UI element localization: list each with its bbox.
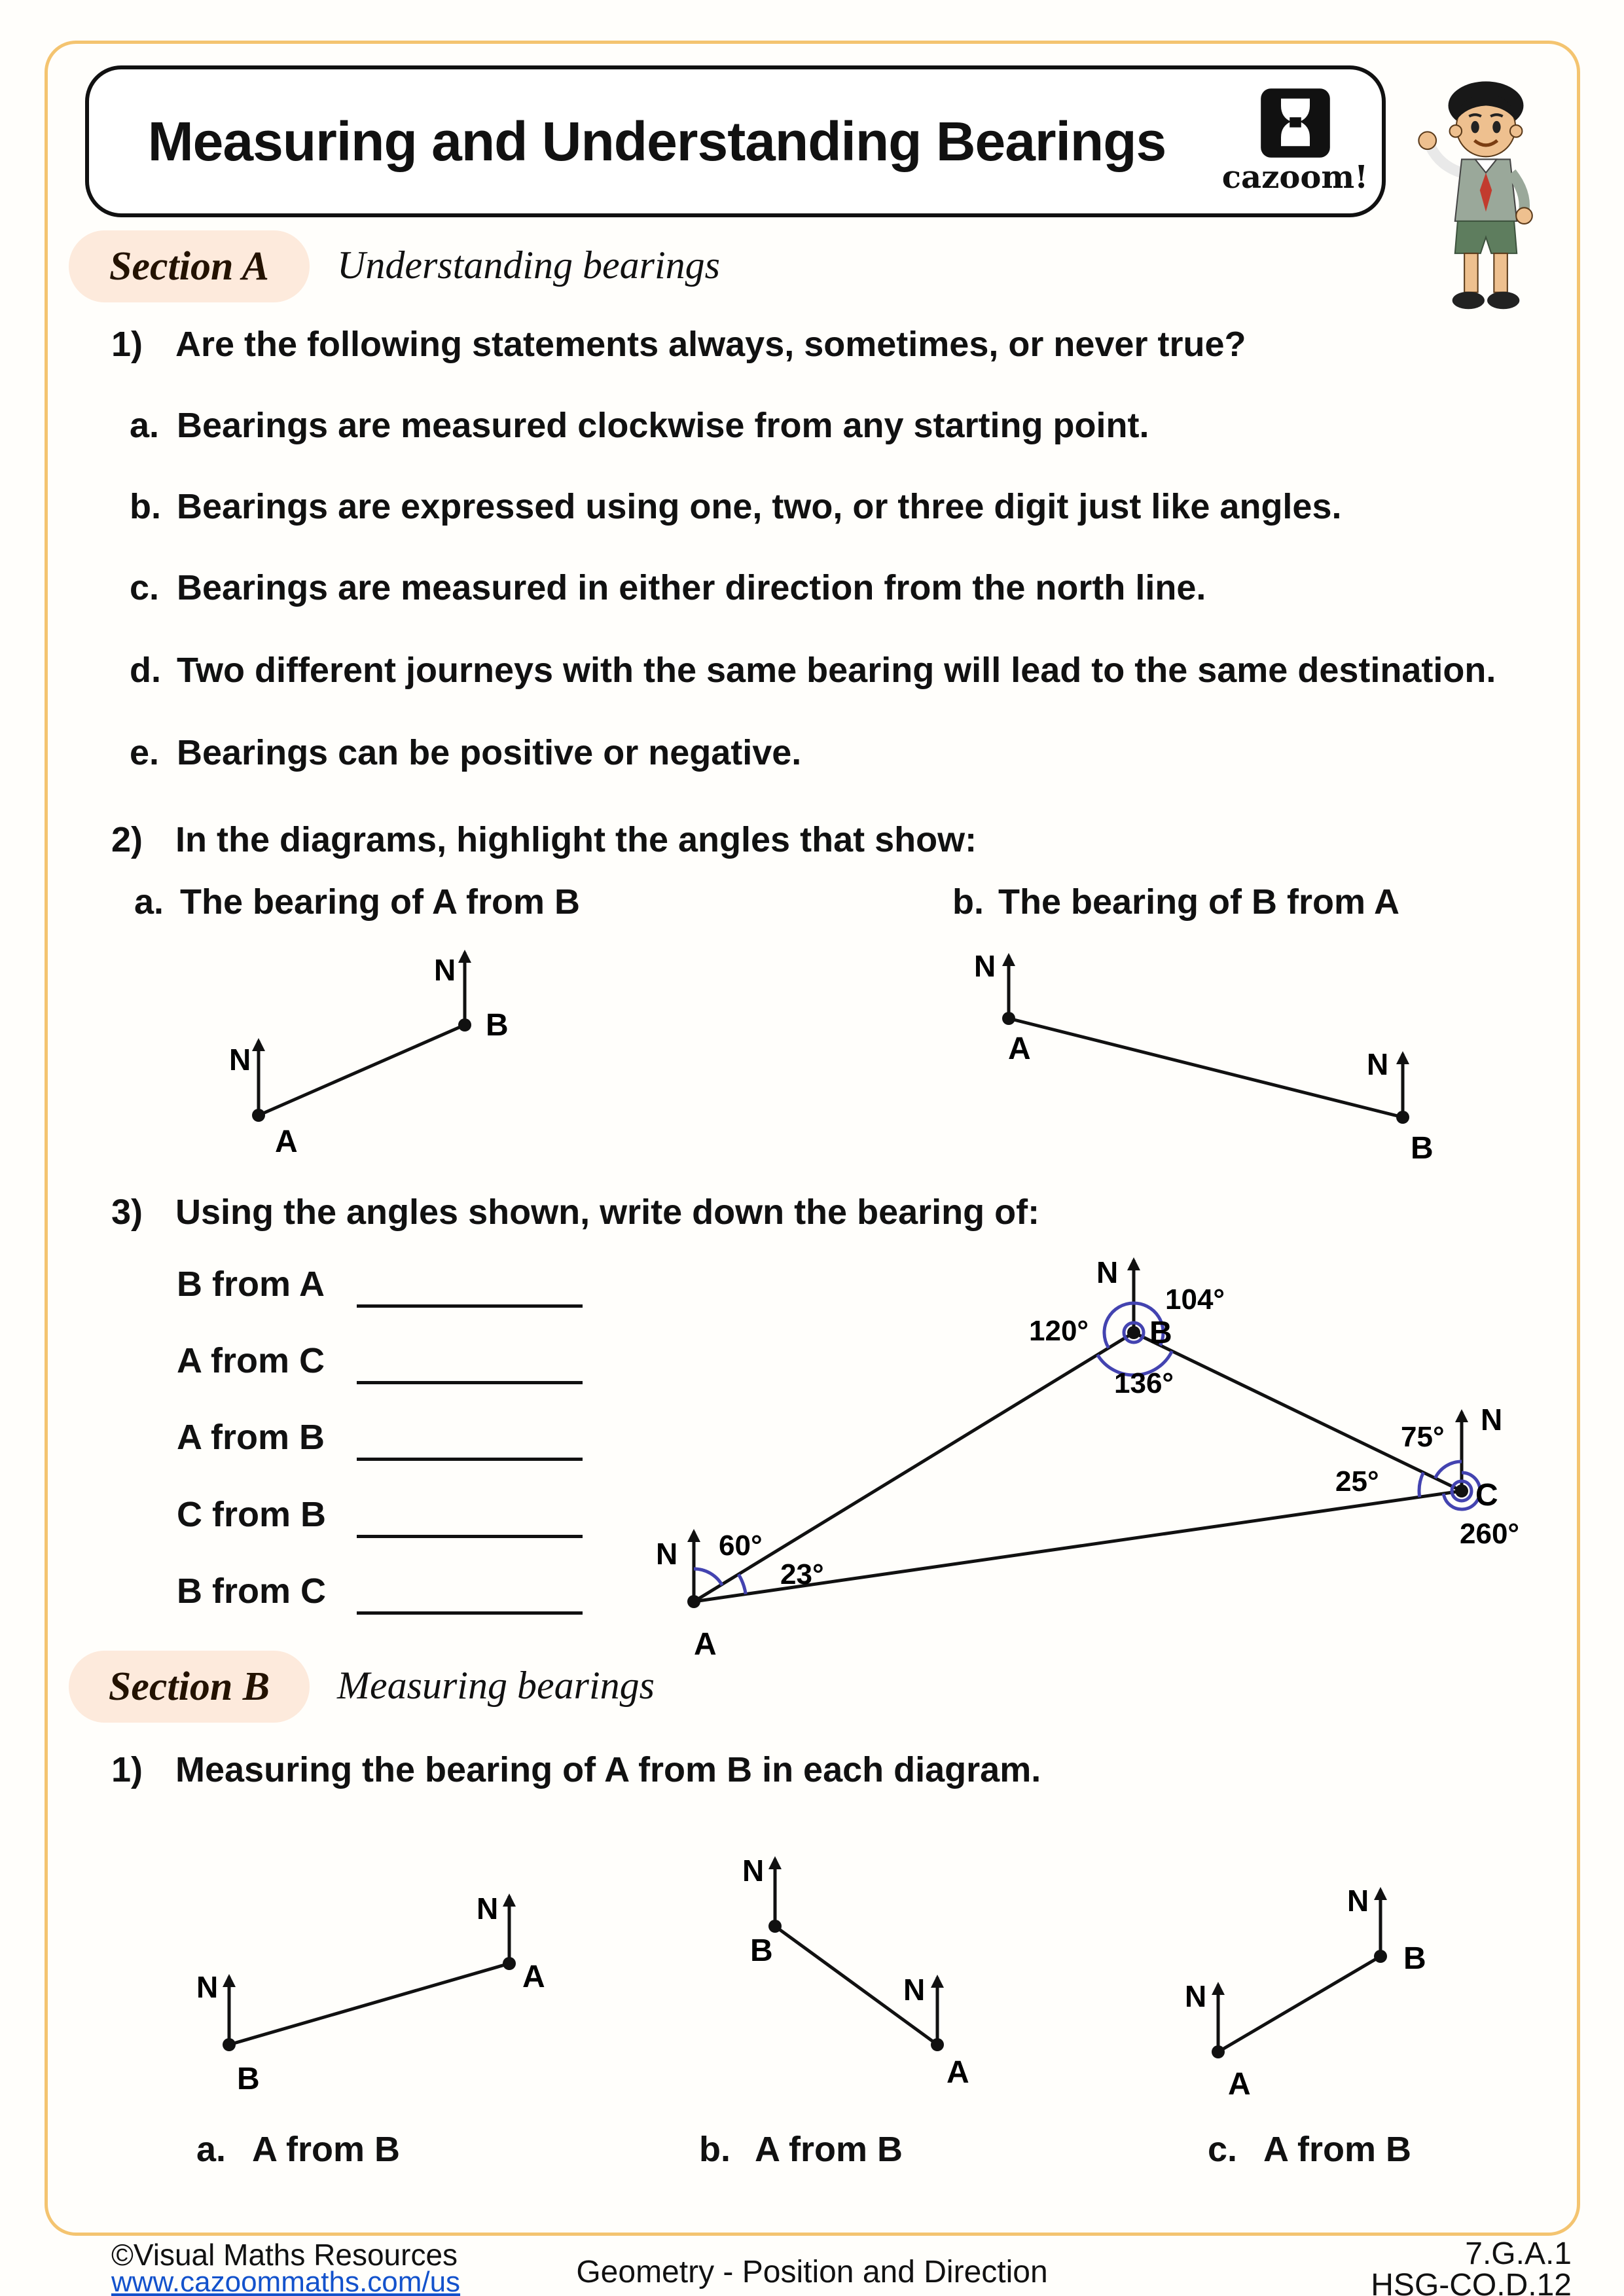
footer-topic: Geometry - Position and Direction: [576, 2255, 1048, 2289]
q1-item-b-text: Bearings are expressed using one, two, or three digit just like angles.: [177, 487, 1342, 526]
section-a-band: [69, 230, 310, 302]
angle-label-a-60: 60°: [719, 1530, 763, 1562]
q2a-letter: a.: [134, 882, 164, 922]
sb-q1-text: Measuring the bearing of A from B in each diagram.: [175, 1750, 1041, 1789]
segment-b-a: [229, 1964, 509, 2045]
segment-a-b: [259, 1025, 465, 1115]
q1-item-e-letter: e.: [130, 733, 160, 772]
q1-item-b-letter: b.: [130, 487, 161, 526]
q3-blank-label-4: C from B: [177, 1495, 326, 1534]
section-b-label: Section B: [108, 1664, 270, 1709]
angle-label-b-120: 120°: [1029, 1315, 1089, 1347]
q3-blank-label-2: A from C: [177, 1341, 325, 1380]
segment-a-b: [1218, 1956, 1380, 2052]
north-label-c: N: [1481, 1403, 1503, 1437]
q1-item-c-text: Bearings are measured in either direction from the north line.: [177, 568, 1206, 607]
point-a-label: A: [522, 1960, 545, 1994]
footer-website-link[interactable]: www.cazoommaths.com/us: [111, 2266, 461, 2296]
segment-b-c: [1134, 1333, 1462, 1491]
point-b: [1374, 1950, 1387, 1963]
q1-item-a-letter: a.: [130, 406, 160, 445]
q3-answer-line-4: [357, 1535, 583, 1538]
point-a: [687, 1595, 700, 1608]
q2b-bearing-diagram: [943, 936, 1440, 1198]
point-b: [768, 1920, 782, 1933]
north-label-a: N: [656, 1537, 678, 1571]
q1-number: 1): [111, 325, 143, 364]
q2a-bearing-diagram: [183, 936, 550, 1172]
point-b: [1127, 1326, 1140, 1339]
angle-arc-a-60: [694, 1569, 722, 1585]
angle-label-c-75: 75°: [1401, 1421, 1445, 1453]
q3-blank-label-1: B from A: [177, 1265, 325, 1304]
footer-standard-2: HSG-CO.D.12: [1371, 2268, 1572, 2296]
q3-text: Using the angles shown, write down the bearing of:: [175, 1193, 1040, 1232]
point-a: [931, 2038, 944, 2051]
q1-item-c-letter: c.: [130, 568, 160, 607]
point-a: [1212, 2045, 1225, 2058]
point-c: [1455, 1484, 1468, 1498]
q2-number: 2): [111, 820, 143, 859]
point-b: [458, 1018, 471, 1031]
q3-blank-label-5: B from C: [177, 1571, 326, 1611]
point-b: [223, 2038, 236, 2051]
sb-q1-number: 1): [111, 1750, 143, 1789]
q3-blank-label-3: A from B: [177, 1418, 325, 1457]
point-a: [1002, 1012, 1015, 1025]
north-label-a: N: [903, 1973, 926, 2007]
point-a-label: A: [1008, 1031, 1031, 1066]
point-a-label: A: [694, 1627, 717, 1662]
north-label-a: N: [1185, 1979, 1207, 2013]
q3-answer-line-1: [357, 1304, 583, 1308]
caption-c-letter: c.: [1208, 2130, 1238, 2169]
segment-a-b: [1009, 1018, 1403, 1117]
q2a-text: The bearing of A from B: [180, 882, 581, 922]
q1-item-e-text: Bearings can be positive or negative.: [177, 733, 802, 772]
caption-a-text: A from B: [252, 2130, 400, 2169]
sb-diagram-a: [164, 1859, 583, 2094]
point-b-label: B: [237, 2062, 260, 2094]
point-b-label: B: [486, 1008, 509, 1043]
mascot-boy-icon: [1404, 72, 1568, 327]
point-a-label: A: [947, 2055, 969, 2090]
section-a-subtitle: Understanding bearings: [337, 243, 720, 287]
caption-b-letter: b.: [699, 2130, 731, 2169]
q2-text: In the diagrams, highlight the angles that show:: [175, 820, 977, 859]
north-label-a: N: [229, 1043, 251, 1077]
point-b-label: B: [750, 1933, 773, 1968]
q3-answer-line-3: [357, 1458, 583, 1461]
q3-number: 3): [111, 1193, 143, 1232]
q3-answer-line-2: [357, 1381, 583, 1384]
caption-b-text: A from B: [755, 2130, 903, 2169]
angle-arc-a-23: [738, 1574, 746, 1594]
north-label-a: N: [477, 1892, 499, 1926]
point-b-label: B: [1411, 1131, 1434, 1166]
caption-c-text: A from B: [1263, 2130, 1411, 2169]
point-b-label: B: [1403, 1941, 1426, 1976]
q3-answer-line-5: [357, 1611, 583, 1615]
footer-standard-1: 7.G.A.1: [1465, 2236, 1572, 2271]
point-b-label: B: [1149, 1316, 1172, 1350]
footer-credit: ©Visual Maths Resources: [111, 2238, 458, 2272]
sb-diagram-c: [1146, 1859, 1564, 2094]
worksheet-header: [85, 65, 1386, 217]
angle-arc-c-25: [1419, 1473, 1423, 1498]
north-label-b: N: [196, 1970, 219, 2004]
q1-text: Are the following statements always, sometimes, or never true?: [175, 325, 1246, 364]
north-label-b: N: [434, 953, 456, 987]
page-title: Measuring and Understanding Bearings: [147, 110, 1166, 172]
section-b-band: [69, 1651, 310, 1723]
angle-label-b-136: 136°: [1114, 1367, 1174, 1399]
angle-label-c-260: 260°: [1460, 1518, 1520, 1550]
q2b-text: The bearing of B from A: [998, 882, 1400, 922]
angle-label-a-23: 23°: [780, 1558, 824, 1590]
sb-diagram-b: [687, 1833, 1106, 2094]
point-b: [1396, 1111, 1409, 1124]
q1-item-d-letter: d.: [130, 651, 161, 690]
section-b-subtitle: Measuring bearings: [337, 1664, 655, 1707]
angle-label-b-104: 104°: [1165, 1283, 1225, 1316]
angle-label-c-25: 25°: [1335, 1465, 1379, 1498]
caption-a-letter: a.: [196, 2130, 226, 2169]
north-label-a: N: [974, 949, 996, 983]
q2b-letter: b.: [952, 882, 984, 922]
cazoom-logo: [1221, 87, 1369, 196]
point-c-label: C: [1475, 1478, 1498, 1513]
cazoom-logo-icon: [1259, 87, 1331, 159]
mascot-illustration: [1404, 72, 1568, 331]
angle-arc-c-75: [1435, 1462, 1462, 1478]
north-label-b: N: [742, 1854, 765, 1888]
north-label-b: N: [1096, 1255, 1119, 1289]
q1-item-a-text: Bearings are measured clockwise from any starting point.: [177, 406, 1149, 445]
point-a: [252, 1109, 265, 1122]
q1-item-d-text: Two different journeys with the same bearing will lead to the same destination.: [177, 651, 1496, 690]
point-a-label: A: [1228, 2067, 1251, 2094]
section-a-label: Section A: [109, 243, 269, 289]
north-label-b: N: [1347, 1884, 1369, 1918]
cazoom-logo-text: cazoom!: [1221, 159, 1369, 196]
north-label-b: N: [1367, 1047, 1389, 1081]
q3-triangle-bearing-diagram: [622, 1230, 1591, 1689]
point-a: [503, 1957, 516, 1970]
point-a-label: A: [275, 1124, 298, 1159]
